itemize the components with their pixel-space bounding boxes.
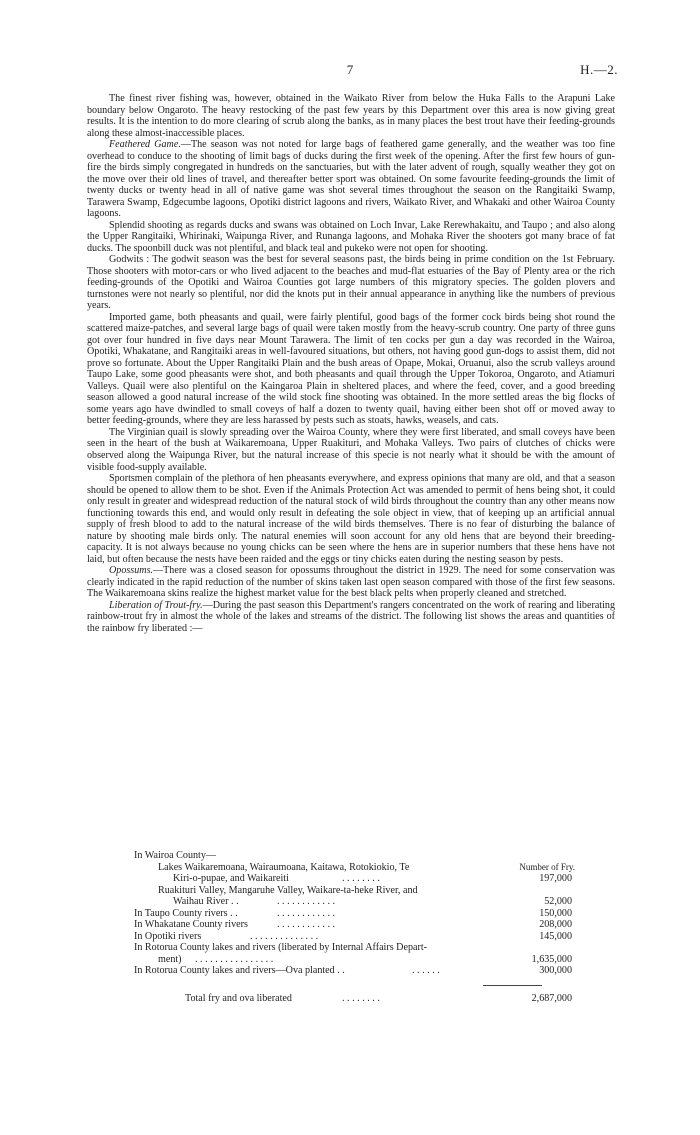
fry-value: 150,000 [539, 907, 572, 919]
list-item: In Rotorua County lakes and rivers—Ova planted . . . . . . . . 300,000 [134, 965, 572, 977]
paragraph-ducks-swans: Splendid shooting as regards ducks and swans was obtained on Loch Invar, Lake Rerewhakaitu, and Taupo ; and also along the Upper Rangitaiki, Whirinaki, Waipunga River, and Runanga lagoons, and Mohaka River the shooters got many brace of fat ducks. The spoonbill duck was not plentiful, and black teal and pukeko were not open for shooting. [87, 219, 615, 254]
paragraph-godwits: Godwits : The godwit season was the best for several seasons past, the birds being in prime condition on the 1st February. Those shooters with motor-cars or who lived adjacent to the beaches and mud-flat estuaries of the Bay of Plenty area or the rich feeding-grounds of the Opotiki and Wairoa Counties got large numbers of this migratory species. The golden plovers and turnstones were not nearly so plentiful, nor did the knots put in their annual appearance in anything like the numbers of previous years. [87, 254, 615, 312]
list-item: In Taupo County rivers . . . . . . . . . . . . . . 150,000 [134, 907, 572, 919]
section-heading-opossums: Opossums. [109, 565, 154, 577]
report-body [87, 93, 615, 634]
fry-value: 52,000 [544, 896, 572, 908]
paragraph-opossums: Opossums.—There was a closed season for opossums throughout the district in 1929. The need for some conservation was clearly indicated in the rapid reduction of the number of skins taken last open season compared with those of the first few seasons. The Waikaremoana skins realize the highest market value for the best black pelts when properly cleaned and stretched. [87, 565, 615, 600]
county-heading: In Wairoa County— [134, 850, 216, 861]
total-value: 2,687,000 [531, 993, 572, 1004]
page-header [0, 62, 700, 78]
total-label: Total fry and ova liberated [185, 993, 292, 1004]
column-header-number-of-fry: Number of Fry. [519, 861, 575, 872]
list-item: Lakes Waikaremoana, Wairaumoana, Kaitawa, Rotokiokio, Te Number of Fry. [158, 861, 575, 873]
paragraph-imported-game: Imported game, both pheasants and quail, were fairly plentiful, good bags of the former cock birds being shot round the scattered maize-patches, and several large bags of quail were taken mostly from the heavy-scrub country. One party of three guns got over four hundred in five days near Mount Tarawera. The limit of ten cocks per gun a day was recorded in the Wairoa, Opotiki, Whakatane, and Rangitaiki areas in well-favoured situations, but others, not having good gun-dogs to assist them, did not prove so fortunate. About the Upper Rangitaiki Plain and the bush areas of Opape, Mokai, Oruanui, also the scrub valleys around Taupo Lake, some good pheasants were shot, and both pheasants and quail through the Upper Tokoroa, Ongaroto, and Atiamuri Valleys. Quail were also plentiful on the Kaingaroa Plain in sheltered places, and where the feed, cover, and a good breeding season allowed a good natural increase of the wild stock fine shooting was obtained. In the more settled areas the big flocks of some years ago have dwindled to small coveys of half a dozen to twenty quail, having either been shot off or moved away to better feeding-grounds, where they are less harassed by pests such as stoats, hawks, weasels, and cats. [87, 311, 615, 427]
paragraph-trout-fry: Liberation of Trout-fry.—During the past season this Department's rangers concentrated on the work of rearing and liberating rainbow-trout fry in almost the whole of the lakes and streams of the district. The following list shows the areas and quantities of the rainbow fry liberated :— [87, 599, 615, 634]
section-heading-trout-fry: Liberation of Trout-fry. [109, 599, 203, 611]
list-item: Kiri-o-pupae, and Waikareiti . . . . . . . . 197,000 [173, 873, 572, 885]
section-heading-feathered-game: Feathered Game. [109, 139, 181, 151]
total-rule [483, 985, 542, 986]
paragraph-virginian-quail: The Virginian quail is slowly spreading over the Wairoa County, where they were first liberated, and small coveys have been seen in the heart of the bush at Waikaremoana, Upper Ruakituri, and Mohaka Valleys. Two pairs of clutches of chicks were observed along the Waipunga River, but the natural increase of this specie is not nearly what it should be with the amount of visible food-supply available. [87, 426, 615, 473]
list-item: ment) . . . . . . . . . . . . . . . . 1,635,000 [158, 953, 572, 965]
list-item: Ruakituri Valley, Mangaruhe Valley, Waikare-ta-heke River, and [158, 884, 418, 896]
total-row: Total fry and ova liberated . . . . . . . . 2,687,000 [185, 993, 572, 1004]
list-item: In Opotiki rivers . . . . . . . . . . . . . . 145,000 [134, 930, 572, 942]
paragraph-river-fishing: The finest river fishing was, however, obtained in the Waikato River from below the Huka Falls to the Arapuni Lake boundary below Ongaroto. The heavy restocking of the past few years by this Department over this area is now giving great results. It is the intention to do more clearing of scrub along the banks, as in many places the best trout have their feeding-grounds along these almost-inaccessible places. [87, 93, 615, 139]
document-reference: H.—2. [580, 62, 618, 77]
list-item: Waihau River . . . . . . . . . . . . . . 52,000 [173, 896, 572, 908]
paragraph-feathered-game: Feathered Game.—The season was not noted for large bags of feathered game generally, and the weather was too fine overhead to conduce to the shooting of limit bags of ducks during the first week of the opening. After the first few hours of gun-fire the birds simply congregated in hundreds on the sanctuaries, but with the later advent of rough, squally weather they got on the move over their old lines of travel, and thereafter better sport was obtained. On some favourite feeding-grounds the limit of twenty ducks or twenty head in all of native game was shot several times throughout the season on the Rangitaiki Swamp, Tarawera Swamp, Edgecumbe lagoons, Opotiki district lagoons and rivers, Waikato River, and Whakaki and other Wairoa County lagoons. [87, 139, 615, 220]
list-item: In Whakatane County rivers . . . . . . . . . . . . 208,000 [134, 919, 572, 931]
paragraph-hen-pheasants: Sportsmen complain of the plethora of hen pheasants everywhere, and express opinions that many are old, and that a season should be opened to allow them to be shot. Even if the Animals Protection Act was amended to permit of hens being shot, it could only result in greater and widespread reduction of the natural stock of wild birds throughout the country than any other means now functioning towards this end, and would only result in defeating the sole object in view, that of keeping up an artificial annual supply of fresh blood to add to the natural increase of the wild birds themselves. There is no fear of disturbing the balance of nature by shooting male birds only. The natural enemies will soon account for any old hens that are beyond their breeding-capacity. It is not always because no young chicks can be seen where the hens are in superior numbers that these hens have not laid, but often because the nests have been raided and the eggs or tiny chicks eaten during the nesting season by pests. [87, 473, 615, 565]
fry-total [87, 993, 615, 1005]
fry-value: 197,000 [539, 873, 572, 885]
fry-value: 1,635,000 [531, 953, 572, 965]
fry-liberation-list [87, 850, 615, 977]
fry-value: 208,000 [539, 919, 572, 931]
list-item [87, 850, 615, 862]
fry-value: 145,000 [539, 930, 572, 942]
page-number: 7 [346, 62, 354, 77]
fry-value: 300,000 [539, 965, 572, 977]
list-item: In Rotorua County lakes and rivers (liberated by Internal Affairs Depart- [134, 942, 427, 954]
